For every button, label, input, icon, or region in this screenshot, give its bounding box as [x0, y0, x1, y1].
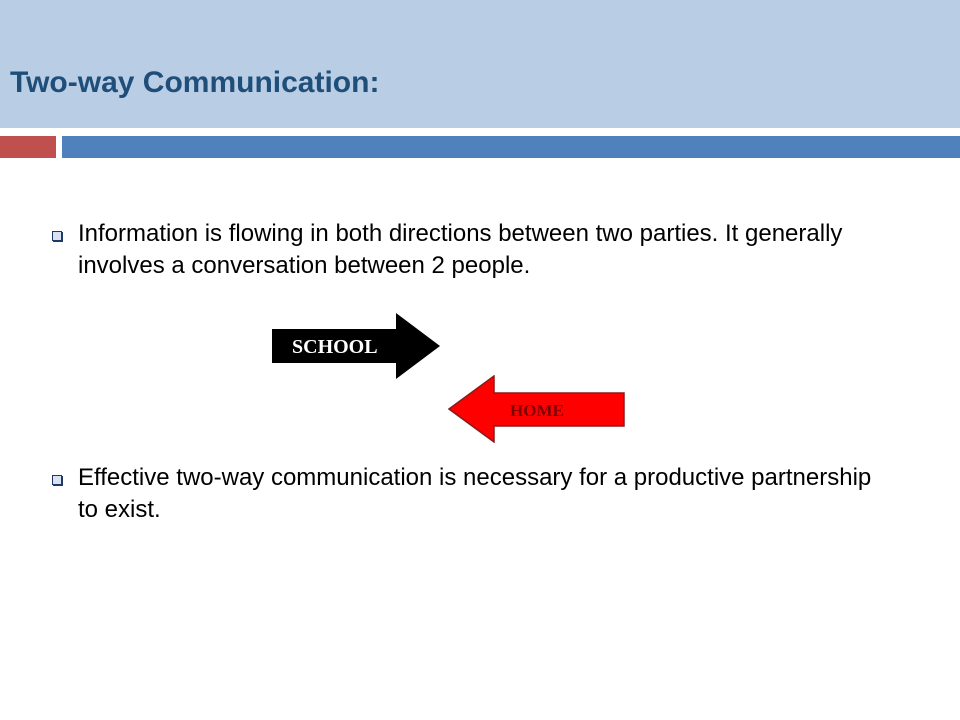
header-band — [0, 0, 960, 128]
home-arrow — [448, 375, 626, 443]
accent-bar-red — [0, 136, 56, 158]
home-arrow-label: HOME — [510, 401, 564, 420]
right-arrow-icon — [272, 313, 442, 379]
school-arrow-label: SCHOOL — [292, 336, 378, 358]
bullet-item-2 — [52, 462, 932, 526]
school-arrow — [272, 313, 442, 379]
accent-bar-blue — [62, 136, 960, 158]
square-bullet-icon — [52, 475, 62, 485]
square-bullet-icon — [52, 231, 62, 241]
bullet-text-2: Effective two-way communication is necessary for a productive partnership to exist. — [78, 464, 872, 523]
bullet-text-1: Information is flowing in both directions between two parties. It generally involves a conversation between 2 people. — [78, 220, 843, 279]
bullet-item-1 — [52, 218, 932, 282]
left-arrow-icon — [448, 375, 626, 443]
slide-title: Two-way Communication: — [10, 66, 380, 99]
